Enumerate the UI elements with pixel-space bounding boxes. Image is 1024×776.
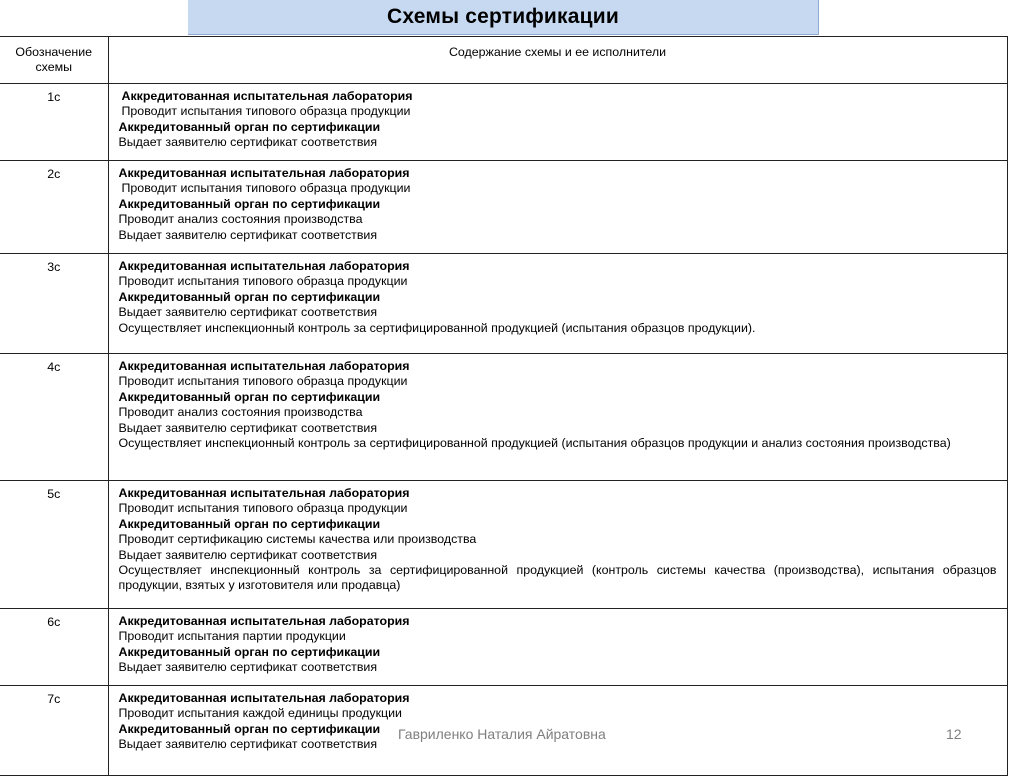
scheme-code: 3с xyxy=(0,254,108,354)
scheme-content xyxy=(108,481,1007,609)
executor-name: Аккредитованная испытательная лаборатория xyxy=(118,614,410,628)
header-code: Обозначение схемы xyxy=(0,37,108,84)
scheme-code: 1с xyxy=(0,84,108,161)
executor-name: Аккредитованная испытательная лаборатория xyxy=(118,691,410,705)
scheme-code: 7с xyxy=(0,686,108,776)
executor-action: Осуществляет инспекционный контроль за сертифицированной продукцией (испытания образцов продукции и анализ состояния производства) xyxy=(118,436,951,451)
scheme-content xyxy=(108,254,1007,354)
certification-schemes-table xyxy=(0,36,1008,776)
executor-name: Аккредитованная испытательная лаборатория xyxy=(118,166,410,180)
executor-action: Проводит испытания типового образца продукции xyxy=(118,274,408,289)
scheme-code: 5с xyxy=(0,481,108,609)
executor-action: Проводит испытания типового образца продукции xyxy=(118,501,408,516)
footer-author: Гавриленко Наталия Айратовна xyxy=(398,726,606,742)
slide-title-text: Схемы сертификации xyxy=(387,5,619,28)
scheme-content xyxy=(108,161,1007,254)
executor-action: Выдает заявителю сертификат соответствия xyxy=(118,660,378,675)
executor-action: Проводит испытания партии продукции xyxy=(118,629,346,644)
executor-name: Аккредитованная испытательная лаборатория xyxy=(121,89,413,103)
scheme-code: 6с xyxy=(0,609,108,686)
executor-name: Аккредитованный орган по сертификации xyxy=(118,389,381,404)
table-row xyxy=(0,481,1007,609)
scheme-content xyxy=(108,84,1007,161)
executor-name: Аккредитованная испытательная лаборатория xyxy=(118,359,410,373)
executor-action: Проводит испытания типового образца продукции xyxy=(118,374,408,389)
header-content: Содержание схемы и ее исполнители xyxy=(108,37,1007,84)
scheme-code: 2с xyxy=(0,161,108,254)
table-row xyxy=(0,354,1007,481)
executor-action: Выдает заявителю сертификат соответствия xyxy=(118,135,378,150)
executor-action: Выдает заявителю сертификат соответствия xyxy=(118,420,378,435)
executor-name: Аккредитованный орган по сертификации xyxy=(118,196,381,211)
executor-action: Проводит анализ состояния производства xyxy=(118,405,363,420)
table-row xyxy=(0,161,1007,254)
table-row xyxy=(0,609,1007,686)
executor-name: Аккредитованный орган по сертификации xyxy=(118,644,381,659)
executor-name: Аккредитованный орган по сертификации xyxy=(118,516,381,531)
table-body xyxy=(0,84,1007,776)
table-header-row xyxy=(0,37,1007,84)
page-number: 12 xyxy=(946,726,962,742)
executor-action: Проводит испытания типового образца продукции xyxy=(121,181,411,196)
table-row xyxy=(0,254,1007,354)
executor-action: Выдает заявителю сертификат соответствия xyxy=(118,227,378,242)
executor-name: Аккредитованный орган по сертификации xyxy=(118,119,381,134)
executor-action: Проводит испытания типового образца продукции xyxy=(121,104,411,119)
executor-action: Проводит сертификацию системы качества или производства xyxy=(118,532,477,547)
executor-action: Осуществляет инспекционный контроль за сертифицированной продукцией (испытания образцов продукции). xyxy=(118,320,756,335)
executor-name: Аккредитованная испытательная лаборатория xyxy=(118,259,410,273)
scheme-content xyxy=(108,609,1007,686)
executor-action: Проводит анализ состояния производства xyxy=(118,212,363,227)
executor-name: Аккредитованная испытательная лаборатория xyxy=(118,486,410,500)
scheme-code: 4с xyxy=(0,354,108,481)
executor-action: Выдает заявителю сертификат соответствия xyxy=(118,737,378,752)
executor-name: Аккредитованный орган по сертификации xyxy=(118,289,381,304)
executor-action: Выдает заявителю сертификат соответствия xyxy=(118,305,378,320)
table-row xyxy=(0,84,1007,161)
executor-name: Аккредитованный орган по сертификации xyxy=(118,721,381,736)
scheme-content xyxy=(108,354,1007,481)
executor-action: Проводит испытания каждой единицы продукции xyxy=(118,706,402,721)
executor-action: Осуществляет инспекционный контроль за сертифицированной продукцией (контроль системы качества (производства), испытания образцов продукции, взятых у изготовителя или продавца) xyxy=(118,563,997,593)
executor-action: Выдает заявителю сертификат соответствия xyxy=(118,547,378,562)
slide-title xyxy=(188,0,819,35)
